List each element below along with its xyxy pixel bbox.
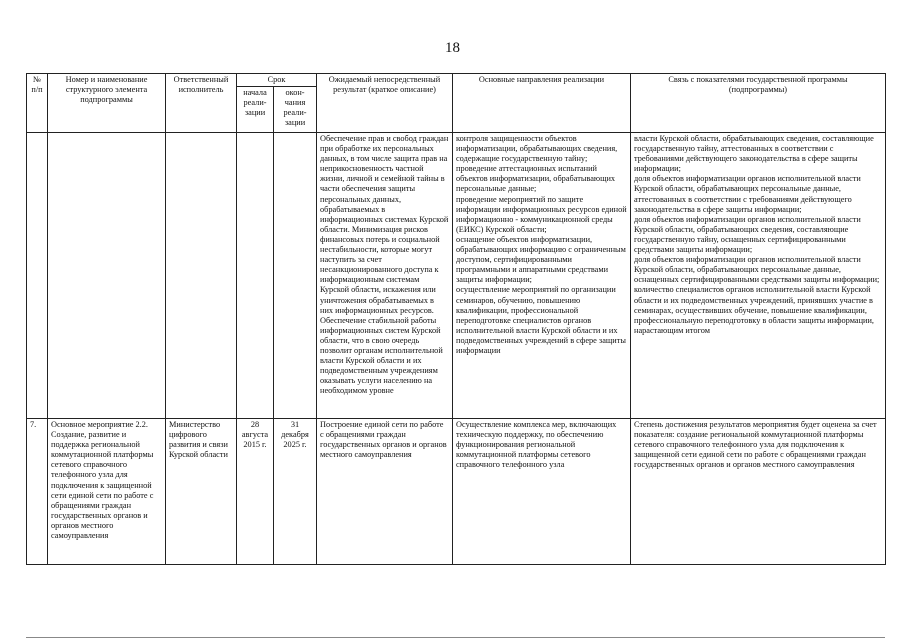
row-result: Построение единой сети по работе с обращениями граждан государственных органов и органов местного самоуправления (317, 419, 453, 565)
row-directions: контроля защищенности объектов информатизации, обрабатывающих сведения, содержащие государственную тайну; проведение аттестационных испытаний объектов информатизации, обрабатывающих персональные данные; проведение мероприятий по защите информации информационных ресурсов единой информационно - коммуникационной среды (ЕИКС) Курской области; оснащение объектов информатизации, обрабатывающих информацию с ограниченным доступом, сертифицированными программными и аппаратными средствами защиты информации; осуществление мероприятий по организации семинаров, обучению, повышению квалификации, профессиональной переподготовке специалистов органов исполнительной власти Курской области и их подведомственных учреждений в сфере защиты информации (453, 133, 631, 419)
row-start (237, 133, 274, 419)
header-row (27, 74, 886, 87)
table-row (27, 133, 886, 419)
row-link: власти Курской области, обрабатывающих сведения, составляющие государственную тайну, аттестованных в соответствии с требованиями действующего законодательства в сфере защиты информации; доля объектов информатизации органов исполнительной власти Курской области, обрабатывающих персональные данные, аттестованных в соответствии с требованиями действующего законодательства в сфере защиты информации; доля объектов информатизации органов исполнительной власти Курской области, обрабатывающих сведения, составляющие государственную тайну, оснащенных сертифицированными средствами защиты информации; доля объектов информатизации органов исполнительной власти Курской области, обрабатывающих персональные данные, оснащенных сертифицированными средствами защиты информации; количество специалистов органов исполнительной власти Курской области и их подведомственных учреждений, принявших участие в семинарах, осуществивших обучение, повышение квалификации, профессиональную переподготовку в области защиты информации, нарастающим итогом (631, 133, 886, 419)
row-responsible: Министерство цифрового развития и связи Курской области (166, 419, 237, 565)
row-end: 31 декабря 2025 г. (274, 419, 317, 565)
row-responsible (166, 133, 237, 419)
header-term: Срок (237, 74, 317, 87)
header-num: № п/п (27, 74, 48, 133)
row-name: Основное мероприятие 2.2. Создание, развитие и поддержка региональной коммутационной платформы сетевого справочного телефонного узла для подключения к защищенной сети единой сети по работе с обращениями граждан государственных органов и органов местного самоуправления (48, 419, 166, 565)
subprogram-table (26, 73, 886, 565)
row-num (27, 133, 48, 419)
row-num: 7. (27, 419, 48, 565)
header-end: окон- чания реали- зации (274, 87, 317, 133)
header-name: Номер и наименование структурного элемента подпрограммы (48, 74, 166, 133)
header-link: Связь с показателями государственной программы (подпрограммы) (631, 74, 886, 133)
header-result: Ожидаемый непосредственный результат (краткое описание) (317, 74, 453, 133)
row-start: 28 августа 2015 г. (237, 419, 274, 565)
page-bottom-rule (26, 637, 885, 638)
table-row (27, 419, 886, 565)
page-number: 18 (445, 40, 460, 56)
row-directions: Осуществление комплекса мер, включающих техническую поддержку, по обеспечению функционирования региональной коммутационной платформы сетевого справочного телефонного узла (453, 419, 631, 565)
header-directions: Основные направления реализации (453, 74, 631, 133)
header-start: начала реали- зации (237, 87, 274, 133)
row-name (48, 133, 166, 419)
row-result: Обеспечение прав и свобод граждан при обработке их персональных данных, в том числе защита прав на неприкосновенность частной жизни, личной и семейной тайны в части обеспечения защиты персональных данных, обрабатываемых в информационных системах Курской области. Минимизация рисков финансовых потерь и социальной нестабильности, которые могут наступить за счет несанкционированного доступа к информационным системам Курской области, искажения или уничтожения обрабатываемых в них информационных ресурсов. Обеспечение стабильной работы информационных систем Курской области, что в свою очередь позволит органам исполнительной власти Курской области и их подведомственным учреждениям оказывать услуги населению на необходимом уровне (317, 133, 453, 419)
row-end (274, 133, 317, 419)
row-link: Степень достижения результатов мероприятия будет оценена за счет показателя: создание региональной коммутационной платформы сетевого справочного телефонного узла для подключения к защищенной сети единой сети по работе с обращениями граждан государственных органов и органов местного самоуправления (631, 419, 886, 565)
header-responsible: Ответственный исполнитель (166, 74, 237, 133)
